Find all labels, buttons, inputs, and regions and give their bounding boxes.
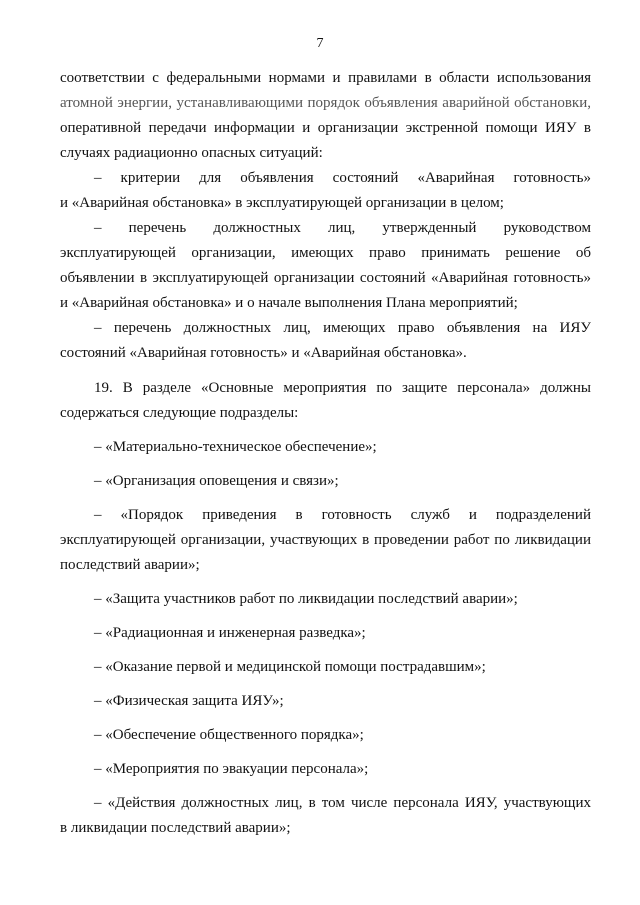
spacer <box>60 646 591 655</box>
text-line: в ликвидации последствий аварии»; <box>60 820 291 836</box>
text-line: – перечень должностных лиц, имеющих право объявления на ИЯУ <box>94 320 591 336</box>
text-line: – «Действия должностных лиц, в том числе персонала ИЯУ, участвующих <box>94 795 591 811</box>
text-line: – «Радиационная и инженерная разведка»; <box>94 625 366 641</box>
document-body <box>60 66 591 841</box>
spacer <box>60 494 591 503</box>
spacer <box>60 612 591 621</box>
text-line: последствий аварии»; <box>60 557 200 573</box>
text-line: и «Аварийная обстановка» в эксплуатирующей организации в целом; <box>60 195 504 211</box>
text-line: – критерии для объявления состояний «Аварийная готовность» <box>94 170 591 186</box>
text-line: 19. В разделе «Основные мероприятия по защите персонала» должны <box>94 380 591 396</box>
spacer <box>60 578 591 587</box>
text-line: состояний «Аварийная готовность» и «Аварийная обстановка». <box>60 345 467 361</box>
text-line: эксплуатирующей организации, имеющих право принимать решение об <box>60 245 591 261</box>
text-line: оперативной передачи информации и организации экстренной помощи ИЯУ в <box>60 120 591 136</box>
text-line: эксплуатирующей организации, участвующих в проведении работ по ликвидации <box>60 532 591 548</box>
text-line: – «Материально-техническое обеспечение»; <box>94 439 377 455</box>
text-line: и «Аварийная обстановка» и о начале выполнения Плана мероприятий; <box>60 295 518 311</box>
text-line: объявлении в эксплуатирующей организации состояний «Аварийная готовность» <box>60 270 591 286</box>
text-line: – «Защита участников работ по ликвидации последствий аварии»; <box>94 591 518 607</box>
text-line: – «Физическая защита ИЯУ»; <box>94 693 284 709</box>
text-line: соответствии с федеральными нормами и правилами в области использования <box>60 70 591 86</box>
spacer <box>60 782 591 791</box>
spacer <box>60 426 591 435</box>
text-line: – «Обеспечение общественного порядка»; <box>94 727 364 743</box>
page-number: 7 <box>316 36 324 51</box>
spacer <box>60 748 591 757</box>
text-line: – перечень должностных лиц, утвержденный руководством <box>94 220 591 236</box>
text-line: атомной энергии, устанавливающими порядок объявления аварийной обстановки, <box>60 95 591 111</box>
spacer <box>60 460 591 469</box>
text-line: – «Организация оповещения и связи»; <box>94 473 339 489</box>
spacer <box>60 680 591 689</box>
text-line: содержаться следующие подразделы: <box>60 405 299 421</box>
spacer <box>60 714 591 723</box>
text-line: – «Порядок приведения в готовность служб и подразделений <box>94 507 591 523</box>
text-line: – «Оказание первой и медицинской помощи пострадавшим»; <box>94 659 486 675</box>
text-line: – «Мероприятия по эвакуации персонала»; <box>94 761 369 777</box>
text-line: случаях радиационно опасных ситуаций: <box>60 145 323 161</box>
spacer <box>60 366 591 376</box>
